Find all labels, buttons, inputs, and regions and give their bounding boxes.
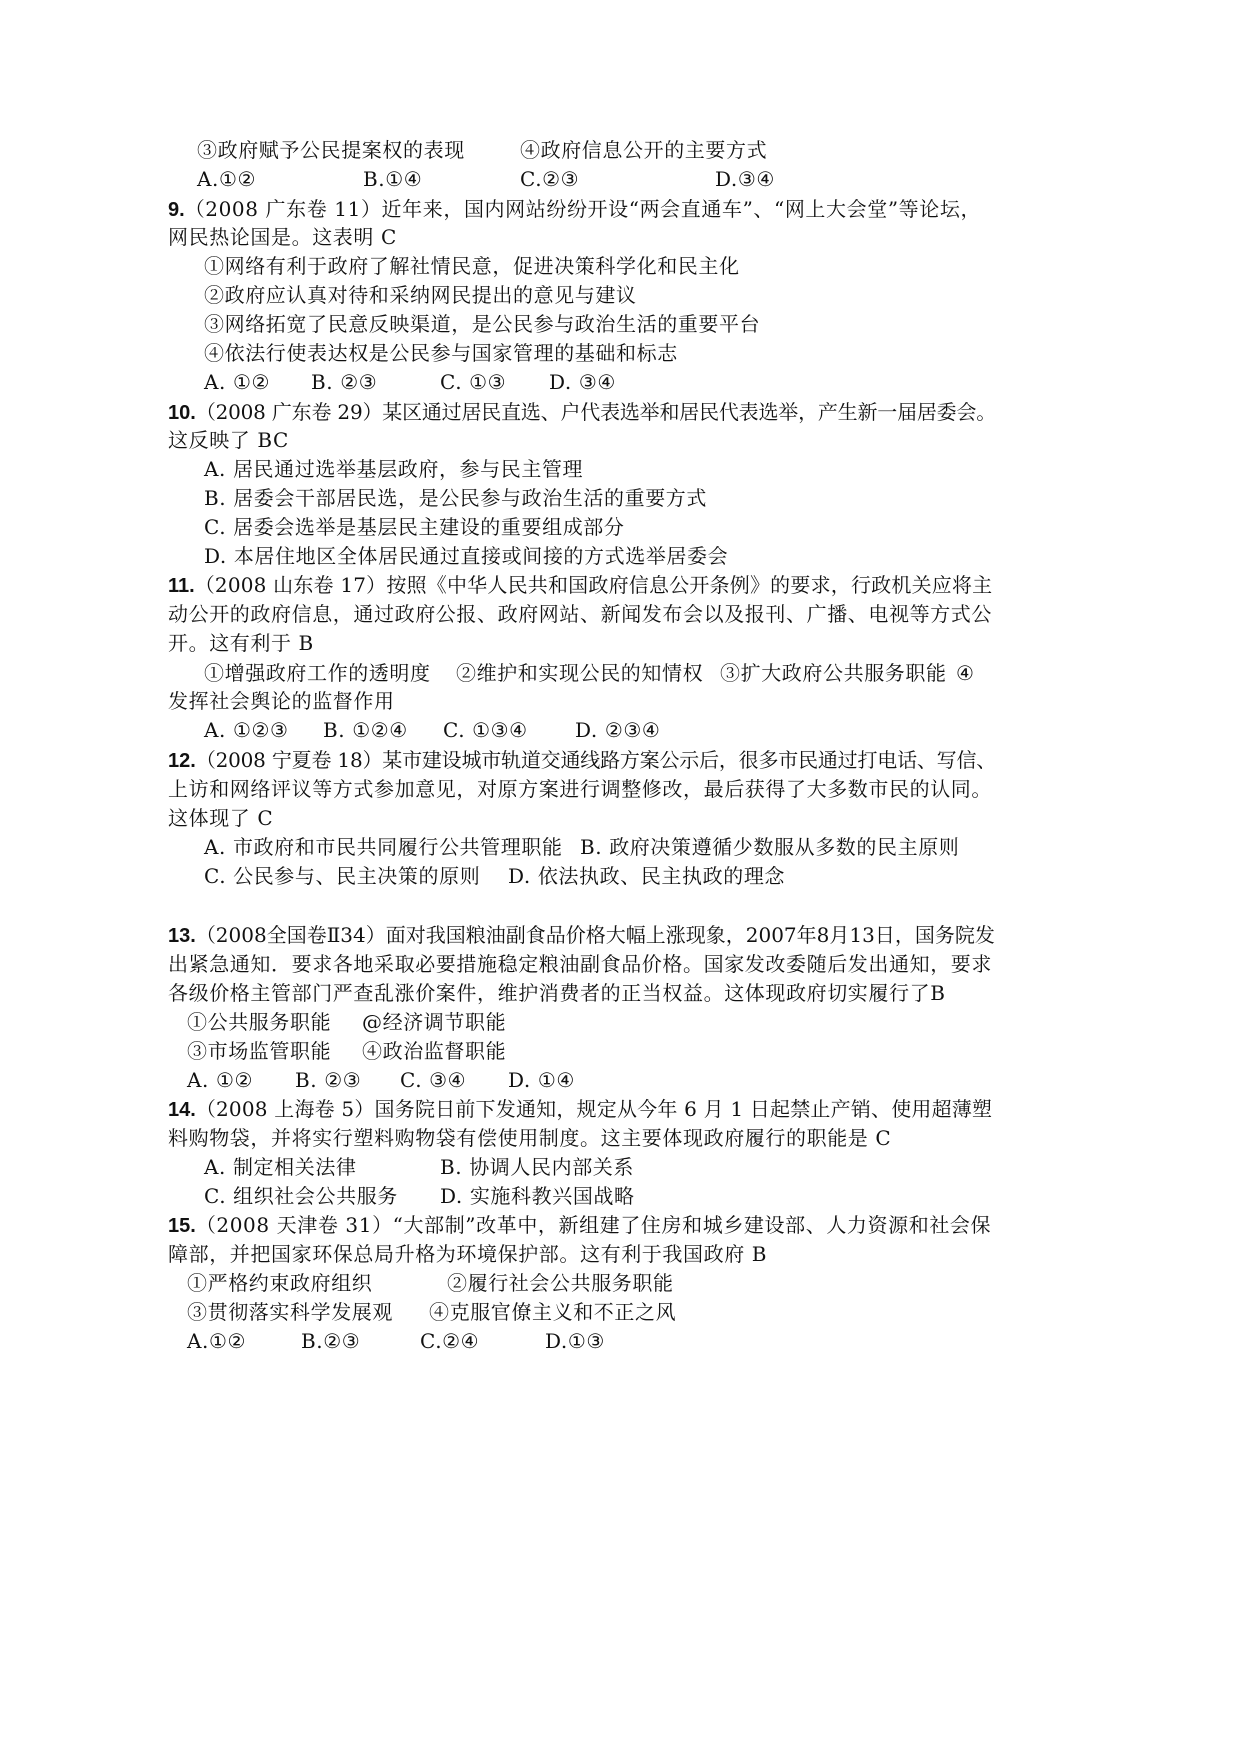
q14-option-c: C. 组织社会公共服务: [204, 1184, 398, 1208]
q12-stem-line-2: 上访和网络评议等方式参加意见，对原方案进行调整修改，最后获得了大多数市民的认同。: [168, 777, 992, 801]
q10-item-c: C. 居委会选举是基层民主建设的重要组成部分: [204, 515, 625, 539]
q13-item-1: ①公共服务职能: [187, 1010, 332, 1034]
q10-item-d: D. 本居住地区全体居民通过直接或间接的方式选举居委会: [204, 544, 729, 568]
q11-option-a: A. ①②③: [204, 718, 289, 742]
q9-stem-line-1: 9.（2008 广东卷 11）近年来，国内网站纷纷开设“两会直通车”、“网上大会堂”等论坛，: [168, 197, 982, 221]
q12-stem-line-1: 12.（2008 宁夏卷 18）某市建设城市轨道交通线路方案公示后，很多市民通过打电话、写信、: [168, 748, 997, 772]
q13-stem-line-2: 出紧急通知．要求各地采取必要措施稳定粮油副食品价格。国家发改委随后发出通知，要求: [168, 952, 992, 976]
q11-number: 11.: [168, 575, 195, 597]
q9-stem-line-2: 网民热论国是。这表明 C: [168, 225, 397, 249]
q12-stem-line-3: 这体现了 C: [168, 806, 274, 830]
q9-number: 9.: [168, 199, 185, 221]
q14-option-a: A. 制定相关法律: [204, 1155, 357, 1179]
q11-item-4-text: 发挥社会舆论的监督作用: [168, 689, 395, 713]
q10-item-a: A. 居民通过选举基层政府，参与民主管理: [204, 457, 584, 481]
q8-option-d: D.③④: [715, 167, 775, 191]
q13-stem-line-1: 13.（2008全国卷Ⅱ34）面对我国粮油副食品价格大幅上涨现象，2007年8月13日，国务院发: [168, 923, 995, 947]
q9-item-3: ③网络拓宽了民意反映渠道，是公民参与政治生活的重要平台: [204, 312, 761, 336]
q13-option-c: C. ③④: [400, 1068, 467, 1092]
q15-option-b: B.②③: [301, 1329, 361, 1353]
q12-option-c: C. 公民参与、民主决策的原则: [204, 864, 481, 888]
q8-item-3: ③政府赋予公民提案权的表现: [197, 138, 465, 162]
q15-stem-line-1: 15.（2008 天津卷 31）“大部制”改革中，新组建了住房和城乡建设部、人力资源和社会保: [168, 1213, 992, 1237]
q15-stem-line-2: 障部，并把国家环保总局升格为环境保护部。这有利于我国政府 B: [168, 1242, 768, 1266]
q9-item-1: ①网络有利于政府了解社情民意，促进决策科学化和民主化: [204, 254, 740, 278]
q15-item-1: ①严格约束政府组织: [187, 1271, 373, 1295]
q8-item-4: ④政府信息公开的主要方式: [520, 138, 768, 162]
q11-item-1: ①增强政府工作的透明度: [204, 661, 431, 685]
q9-option-a: A. ①②: [204, 370, 271, 394]
q8-option-c: C.②③: [520, 167, 580, 191]
q11-item-4-marker: ④: [956, 661, 975, 685]
q12-number: 12.: [168, 750, 196, 772]
q13-stem-line-3: 各级价格主管部门严查乱涨价案件，维护消费者的正当权益。这体现政府切实履行了B: [168, 981, 946, 1005]
q12-option-a: A. 市政府和市民共同履行公共管理职能: [204, 835, 563, 859]
q15-item-2: ②履行社会公共服务职能: [447, 1271, 674, 1295]
q11-stem-line-1: 11.（2008 山东卷 17）按照《中华人民共和国政府信息公开条例》的要求，行政机关应将主: [168, 573, 993, 597]
q9-option-d: D. ③④: [549, 370, 616, 394]
q13-number: 13.: [168, 925, 196, 947]
q13-option-b: B. ②③: [295, 1068, 362, 1092]
q15-number: 15.: [168, 1215, 196, 1237]
q8-option-a: A.①②: [197, 167, 257, 191]
q15-option-d: D.①③: [545, 1329, 605, 1353]
q14-stem-line-1: 14.（2008 上海卷 5）国务院日前下发通知，规定从今年 6 月 1 日起禁止产销、使用超薄塑: [168, 1097, 993, 1121]
q11-option-c: C. ①③④: [443, 718, 528, 742]
q11-item-3: ③扩大政府公共服务职能: [720, 661, 947, 685]
q11-stem-line-3: 开。这有利于 B: [168, 631, 314, 655]
q9-item-4: ④依法行使表达权是公民参与国家管理的基础和标志: [204, 341, 678, 365]
q13-item-2: @经济调节职能: [362, 1010, 507, 1034]
q14-option-d: D. 实施科教兴国战略: [440, 1184, 635, 1208]
q15-item-3: ③贯彻落实科学发展观: [187, 1300, 393, 1324]
q11-item-2: ②维护和实现公民的知情权: [456, 661, 704, 685]
q13-item-4: ④政治监督职能: [362, 1039, 507, 1063]
q12-option-b: B. 政府决策遵循少数服从多数的民主原则: [580, 835, 960, 859]
q10-stem-line-2: 这反映了 BC: [168, 428, 289, 452]
q14-option-b: B. 协调人民内部关系: [440, 1155, 635, 1179]
q13-option-a: A. ①②: [187, 1068, 254, 1092]
q10-item-b: B. 居委会干部居民选，是公民参与政治生活的重要方式: [204, 486, 708, 510]
q11-option-b: B. ①②④: [323, 718, 408, 742]
q9-item-2: ②政府应认真对待和采纳网民提出的意见与建议: [204, 283, 637, 307]
q10-number: 10.: [168, 402, 196, 424]
q14-number: 14.: [168, 1099, 196, 1121]
q9-option-c: C. ①③: [440, 370, 507, 394]
q15-option-a: A.①②: [187, 1329, 247, 1353]
q15-item-4: ④克服官僚主义和不正之风: [429, 1300, 677, 1324]
q10-stem-line-1: 10.（2008 广东卷 29）某区通过居民直选、户代表选举和居民代表选举，产生新一届居委会。: [168, 400, 997, 424]
q12-option-d: D. 依法执政、民主执政的理念: [508, 864, 786, 888]
q9-option-b: B. ②③: [311, 370, 378, 394]
q11-option-d: D. ②③④: [575, 718, 661, 742]
q15-option-c: C.②④: [420, 1329, 480, 1353]
q14-stem-line-2: 料购物袋，并将实行塑料购物袋有偿使用制度。这主要体现政府履行的职能是 C: [168, 1126, 892, 1150]
q11-stem-line-2: 动公开的政府信息，通过政府公报、政府网站、新闻发布会以及报刊、广播、电视等方式公: [168, 602, 992, 626]
q13-item-3: ③市场监管职能: [187, 1039, 332, 1063]
q13-option-d: D. ①④: [508, 1068, 575, 1092]
q8-option-b: B.①④: [363, 167, 423, 191]
